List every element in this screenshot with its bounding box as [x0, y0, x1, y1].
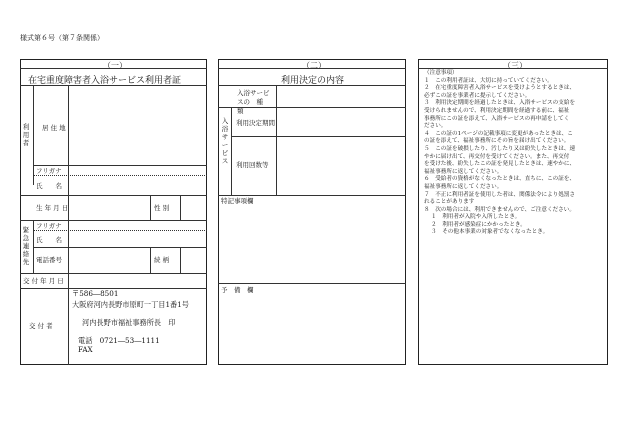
birth-date-label: 生 年 月 日: [36, 204, 69, 212]
panel-1-title: 在宅重度障害者入浴サービス利用者証: [28, 76, 182, 86]
divider: [20, 220, 207, 221]
divider: [276, 85, 277, 195]
note-line: ３ その他本事業の対象者でなくなったとき。: [431, 229, 549, 236]
name-label: 氏 名: [36, 182, 62, 190]
note-line: ３ 利用決定期間を経過したときは、入浴サービスの支給を: [424, 100, 576, 107]
issuer-phone: 電話 0721―53―1111: [78, 336, 160, 345]
panel-3-section: （三）: [503, 61, 527, 70]
divider: [418, 68, 608, 69]
note-line: 福祉事務所に返してください。: [424, 168, 503, 175]
panel-2-title: 利用決定の内容: [281, 76, 345, 86]
divider: [20, 195, 207, 196]
note-line: 必ずこの証を事業者に提示してください。: [424, 92, 531, 99]
divider: [33, 230, 207, 231]
note-line: １ この利用者証は、大切に持っていてください。: [424, 77, 553, 84]
divider: [180, 247, 181, 273]
issuer-postal: 〒586―8501: [72, 289, 119, 298]
notes-heading: （注意事項）: [424, 70, 458, 76]
divider: [218, 68, 406, 69]
user-group-label: 利用者: [22, 123, 30, 147]
note-line: ださい。: [424, 123, 447, 130]
count-label: 利用回数等: [236, 161, 269, 169]
panel-2-section: （二）: [302, 61, 326, 70]
divider: [20, 273, 207, 274]
note-line: やかに届け出て、再交付を受けてください。また、再交付: [424, 153, 570, 160]
note-line: ７ 不正に利用者証を使用した者は、関係法令により処罰さ: [424, 191, 576, 198]
note-line: 福祉事務所に返してください。: [424, 183, 503, 190]
notes-list: [424, 70, 575, 237]
divider: [33, 85, 34, 185]
divider: [20, 85, 207, 86]
note-line: の証を添えて、福祉事務所にその旨を届け出てください。: [424, 138, 570, 145]
note-line: ５ この証を破損したり、汚したり又は紛失したときは、速: [424, 145, 576, 152]
divider: [218, 195, 406, 196]
special-notes-label: 特記事項欄: [221, 197, 254, 205]
address-label: 居 住 地: [42, 124, 66, 132]
divider: [231, 136, 406, 137]
divider: [150, 195, 151, 220]
issuer-label: 交 付 者: [29, 322, 53, 330]
note-line: ６ 受給者の資格がなくなったときは、直ちに、この証を、: [424, 176, 576, 183]
issuer-office: 河内長野市福祉事務所長 印: [82, 318, 176, 327]
phone-label: 電話番号: [36, 256, 62, 264]
note-line: 事務所にこの証を添えて、入浴サービスの再申請をしてく: [424, 115, 570, 122]
note-line: ２ 利用者が感染症にかかったとき。: [431, 221, 526, 228]
issue-date-label: 交 付 年 月 日: [23, 277, 64, 285]
divider: [68, 85, 69, 365]
divider: [33, 165, 207, 166]
divider: [33, 247, 207, 248]
furigana-label: フリガナ: [36, 167, 62, 175]
form-label: 様式第６号（第７条関係）: [20, 34, 104, 42]
emergency-name-label: 氏 名: [36, 236, 62, 244]
divider: [180, 195, 181, 220]
divider: [20, 68, 207, 69]
divider: [150, 247, 151, 273]
note-line: ８ 次の場合には、利用できませんので、ご注意ください。: [424, 206, 575, 213]
issuer-address: 大阪府河内長野市原町一丁目1番1号: [72, 300, 189, 309]
divider: [218, 283, 406, 284]
divider: [231, 107, 232, 195]
note-line: １ 利用者が入院や入所したとき。: [431, 214, 521, 221]
sex-label: 性 別: [154, 204, 170, 212]
emergency-furigana-label: フリガナ: [36, 222, 62, 230]
service-type-label: 入浴サービスの 種 類: [237, 89, 270, 115]
issuer-block: [72, 288, 189, 355]
note-line: れることがあります: [424, 199, 475, 206]
relation-label: 続 柄: [154, 256, 170, 264]
divider: [33, 175, 207, 176]
note-line: 受けられませんので、利用決定期間を経過する前に、福祉: [424, 107, 570, 114]
issuer-fax: FAX: [78, 345, 93, 354]
reserve-label: 予 備 欄: [221, 286, 254, 294]
note-line: ２ 在宅重度障害者入浴サービスを受けようとするときは、: [424, 85, 576, 92]
emergency-group-label: 緊急連絡先: [22, 226, 30, 266]
service-group-label: 入浴サービス: [221, 117, 229, 165]
panel-1-section: （一）: [103, 61, 127, 70]
period-label: 利用決定期間: [236, 119, 275, 127]
note-line: ４ この証の1ページの記載事項に変更があったときは、こ: [424, 130, 573, 137]
divider: [218, 85, 406, 86]
note-line: を受けた後、紛失したこの証を発見したときは、速やかに、: [424, 161, 576, 168]
